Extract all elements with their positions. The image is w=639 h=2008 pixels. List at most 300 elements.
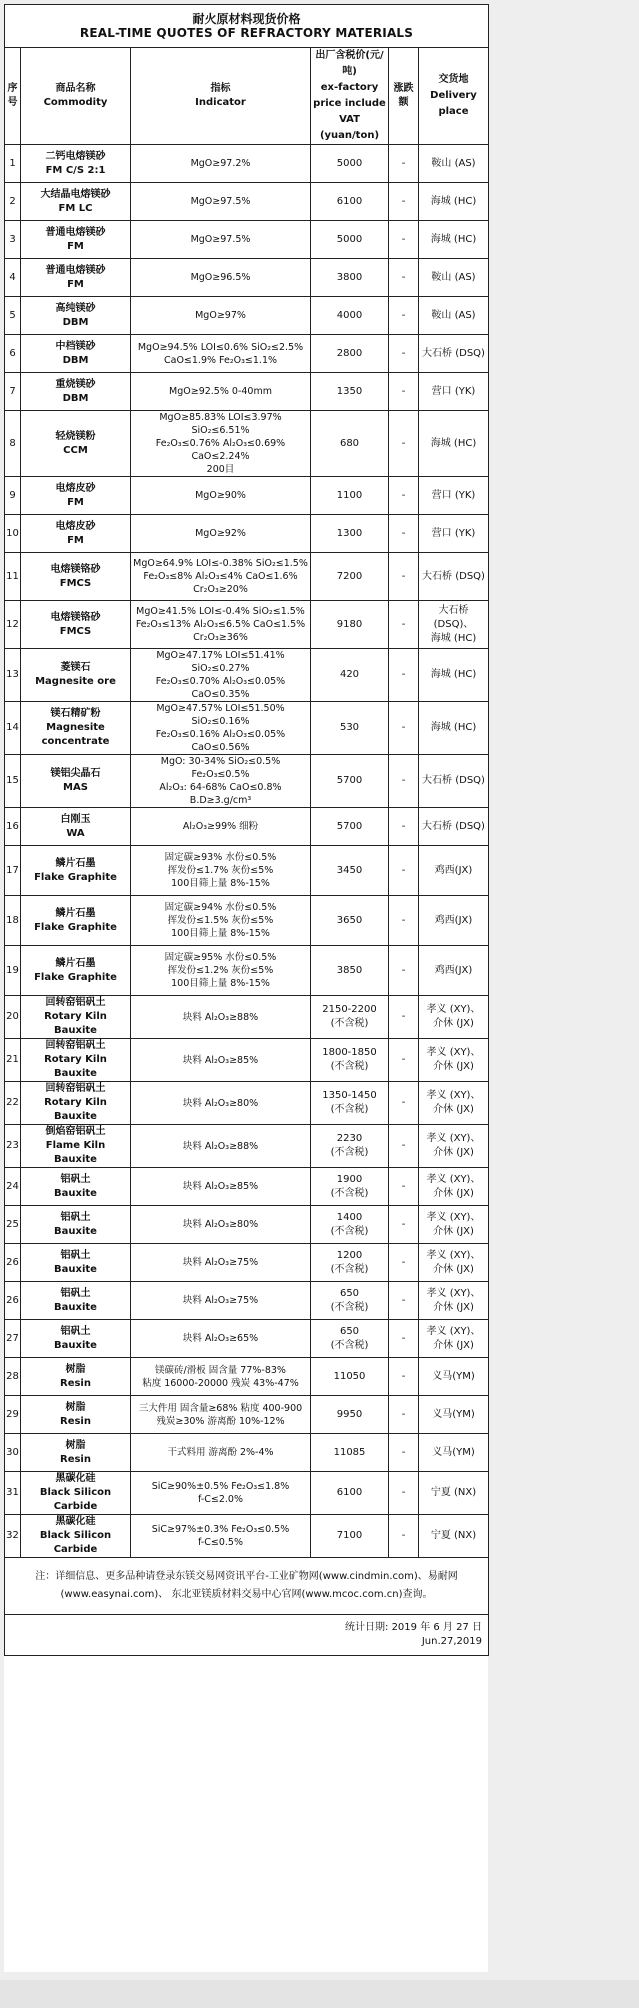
price-cell (311, 1282, 389, 1320)
row-number: 26 (5, 1282, 21, 1320)
delivery-line: 介休 (JX) (433, 1061, 474, 1072)
row-number: 11 (5, 553, 21, 601)
commodity-cn: 轻烧镁粉 (55, 430, 96, 442)
commodity-cell (21, 1125, 131, 1168)
commodity-cell (21, 1039, 131, 1082)
header-row (5, 48, 489, 145)
delivery-line: 鞍山 (AS) (431, 271, 476, 283)
commodity-cn: 倒焰窑铝矾土 (45, 1126, 106, 1137)
table-row (5, 1472, 489, 1515)
indicator-cell (131, 1039, 311, 1082)
commodity-cell (21, 553, 131, 601)
delivery-line: 海城 (HC) (430, 437, 477, 449)
price-cell (311, 755, 389, 808)
delivery-line: 鸡西(JX) (434, 964, 473, 976)
commodity-cell (21, 1434, 131, 1472)
indicator-line: MgO≥92.5% 0-40mm (169, 386, 272, 397)
delivery-line: 宁夏 (NX) (430, 1530, 477, 1541)
delivery-cell (419, 896, 489, 946)
indicator-line: 块料 Al₂O₃≥65% (182, 1333, 259, 1344)
price-line: 1800-1850 (322, 1047, 377, 1058)
note-cell (5, 1558, 489, 1615)
delivery-line: 营口 (YK) (431, 527, 476, 539)
commodity-cn: 普通电熔镁砂 (45, 226, 106, 238)
price-line: 4000 (336, 309, 363, 321)
commodity-cn: 鳞片石墨 (55, 957, 96, 969)
indicator-line: Cr₂O₃≥36% (193, 632, 248, 643)
delivery-line: 鸡西(JX) (434, 914, 473, 926)
header-delivery-cn: 交货地 (438, 74, 469, 85)
commodity-cn: 铝矾土 (60, 1211, 91, 1223)
row-number: 19 (5, 946, 21, 996)
indicator-line: Cr₂O₃≥20% (193, 584, 248, 595)
header-commodity-cn: 商品名称 (55, 83, 96, 94)
indicator-line: 块料 Al₂O₃≥88% (182, 1140, 259, 1152)
commodity-en: Flake Graphite (34, 921, 117, 933)
header-price-cn: 出厂含税价(元/吨) (315, 50, 384, 77)
price-cell (311, 411, 389, 477)
price-line: (不含税) (330, 1301, 369, 1313)
indicator-line: f-C≤2.0% (198, 1494, 243, 1505)
indicator-cell (131, 297, 311, 335)
change-cell: - (389, 515, 419, 553)
stat-date-cn: 统计日期: 2019 年 6 月 27 日 (345, 1622, 482, 1633)
indicator-cell (131, 221, 311, 259)
change-cell: - (389, 755, 419, 808)
indicator-cell (131, 145, 311, 183)
delivery-cell (419, 601, 489, 649)
commodity-en: Rotary Kiln Bauxite (44, 1054, 107, 1079)
change-cell: - (389, 649, 419, 702)
commodity-cell (21, 1472, 131, 1515)
price-cell (311, 846, 389, 896)
commodity-cell (21, 477, 131, 515)
delivery-line: 介休 (JX) (433, 1225, 474, 1237)
commodity-cell (21, 297, 131, 335)
price-line: 3800 (336, 271, 363, 283)
commodity-en: Flake Graphite (34, 871, 117, 883)
delivery-cell (419, 846, 489, 896)
price-cell (311, 649, 389, 702)
commodity-en: FM (67, 240, 84, 252)
header-price (311, 48, 389, 145)
price-line: 2230 (336, 1133, 363, 1144)
indicator-cell (131, 1515, 311, 1558)
indicator-cell (131, 183, 311, 221)
price-line: 650 (339, 1287, 360, 1299)
change-cell: - (389, 259, 419, 297)
commodity-cn: 电熔皮砂 (55, 520, 96, 532)
table-row (5, 373, 489, 411)
table-row (5, 808, 489, 846)
header-commodity-en: Commodity (43, 97, 108, 108)
delivery-line: 介休 (JX) (433, 1263, 474, 1275)
price-cell (311, 1434, 389, 1472)
table-row (5, 1206, 489, 1244)
indicator-line: 块料 Al₂O₃≥80% (182, 1097, 259, 1109)
delivery-line: 孝义 (XY)、 (426, 1287, 481, 1299)
commodity-cn: 普通电熔镁砂 (45, 264, 106, 276)
indicator-line: f-C≤0.5% (198, 1537, 243, 1548)
table-row (5, 1244, 489, 1282)
indicator-cell (131, 946, 311, 996)
delivery-line: 大石桥 (DSQ)、 (433, 604, 474, 630)
row-number: 29 (5, 1396, 21, 1434)
commodity-en: WA (66, 827, 85, 839)
row-number: 17 (5, 846, 21, 896)
indicator-line: MgO≥41.5% LOI≤-0.4% SiO₂≤1.5% (136, 606, 305, 617)
price-cell (311, 1082, 389, 1125)
price-cell (311, 601, 389, 649)
table-row (5, 1082, 489, 1125)
commodity-cn: 鳞片石墨 (55, 907, 96, 919)
commodity-cn: 二钙电熔镁砂 (45, 150, 106, 162)
price-cell (311, 1396, 389, 1434)
indicator-line: CaO≤1.9% Fe₂O₃≤1.1% (163, 354, 278, 366)
price-line: 7200 (336, 570, 363, 582)
price-line: 2150-2200 (322, 1004, 377, 1015)
delivery-line: 孝义 (XY)、 (426, 1047, 481, 1058)
indicator-line: 挥发份≤1.2% 灰份≤5% (167, 965, 274, 976)
commodity-cn: 高纯镁砂 (55, 302, 96, 314)
price-line: 11085 (333, 1446, 366, 1458)
price-line: 1100 (336, 489, 363, 501)
commodity-en: Black Silicon Carbide (39, 1487, 112, 1512)
price-sheet (4, 4, 488, 1972)
commodity-cell (21, 221, 131, 259)
change-cell: - (389, 1244, 419, 1282)
price-cell (311, 297, 389, 335)
commodity-cell (21, 649, 131, 702)
delivery-line: 义马(YM) (432, 1370, 475, 1382)
price-cell (311, 1125, 389, 1168)
row-number: 5 (5, 297, 21, 335)
commodity-cell (21, 601, 131, 649)
delivery-cell (419, 411, 489, 477)
delivery-line: 鞍山 (AS) (431, 157, 476, 169)
price-cell (311, 1358, 389, 1396)
commodity-en: DBM (62, 316, 89, 328)
indicator-line: MgO≥47.57% LOI≤51.50% SiO₂≤0.16% (156, 703, 285, 727)
indicator-line: SiC≥90%±0.5% Fe₂O₃≤1.8% (151, 1481, 290, 1492)
delivery-cell (419, 477, 489, 515)
delivery-cell (419, 649, 489, 702)
delivery-line: 营口 (YK) (431, 489, 476, 501)
header-price-en: ex-factory price include VAT (yuan/ton) (313, 82, 386, 141)
table-row (5, 183, 489, 221)
table-row (5, 1125, 489, 1168)
row-number: 32 (5, 1515, 21, 1558)
commodity-en: Bauxite (54, 1339, 97, 1351)
change-cell: - (389, 411, 419, 477)
indicator-cell (131, 1282, 311, 1320)
delivery-line: 营口 (YK) (431, 385, 476, 397)
delivery-cell (419, 1244, 489, 1282)
price-line: (不含税) (330, 1225, 369, 1237)
table-row (5, 297, 489, 335)
price-cell (311, 1206, 389, 1244)
delivery-line: 海城 (HC) (430, 233, 477, 245)
indicator-line: MgO≥64.9% LOI≤-0.38% SiO₂≤1.5% (133, 558, 308, 569)
delivery-line: 大石桥 (DSQ) (422, 775, 485, 786)
commodity-cn: 鳞片石墨 (55, 857, 96, 869)
commodity-en: DBM (62, 354, 89, 366)
commodity-cell (21, 1515, 131, 1558)
indicator-line: 挥发份≤1.7% 灰份≤5% (167, 865, 274, 876)
header-delivery-en: Delivery place (430, 90, 477, 117)
price-line: 650 (339, 1325, 360, 1337)
change-cell: - (389, 1125, 419, 1168)
row-number: 4 (5, 259, 21, 297)
commodity-cn: 铝矾土 (60, 1287, 91, 1299)
indicator-line: 镁碳砖/滑板 固含量 77%-83% (155, 1364, 286, 1376)
commodity-cn: 镁铝尖晶石 (50, 768, 101, 779)
delivery-cell (419, 1082, 489, 1125)
commodity-en: Bauxite (54, 1263, 97, 1275)
indicator-cell (131, 1125, 311, 1168)
commodity-cell (21, 896, 131, 946)
table-row (5, 1358, 489, 1396)
price-table (4, 4, 489, 1656)
indicator-line: Fe₂O₃≤0.70% Al₂O₃≤0.05% CaO≤0.35% (155, 676, 286, 700)
row-number: 9 (5, 477, 21, 515)
indicator-cell (131, 1434, 311, 1472)
indicator-line: 块料 Al₂O₃≥85% (182, 1181, 259, 1192)
price-line: 680 (339, 437, 360, 449)
indicator-cell (131, 477, 311, 515)
commodity-cell (21, 373, 131, 411)
commodity-cn: 镁石精矿粉 (50, 708, 101, 719)
change-cell: - (389, 946, 419, 996)
price-line: (不含税) (330, 1104, 369, 1115)
row-number: 24 (5, 1168, 21, 1206)
indicator-cell (131, 335, 311, 373)
delivery-line: 介休 (JX) (433, 1187, 474, 1199)
row-number: 7 (5, 373, 21, 411)
price-cell (311, 996, 389, 1039)
row-number: 28 (5, 1358, 21, 1396)
commodity-en: Bauxite (54, 1187, 97, 1199)
delivery-line: 孝义 (XY)、 (426, 1090, 481, 1101)
table-row (5, 1282, 489, 1320)
price-cell (311, 221, 389, 259)
price-cell (311, 145, 389, 183)
delivery-line: 义马(YM) (432, 1446, 475, 1458)
change-cell: - (389, 373, 419, 411)
delivery-cell (419, 1472, 489, 1515)
commodity-en: CCM (63, 444, 88, 456)
table-row (5, 515, 489, 553)
indicator-line: 块料 Al₂O₃≥80% (182, 1219, 259, 1230)
change-cell: - (389, 335, 419, 373)
commodity-cell (21, 755, 131, 808)
commodity-en: Rotary Kiln Bauxite (44, 1097, 107, 1122)
row-number: 1 (5, 145, 21, 183)
price-line: 1350-1450 (322, 1090, 377, 1101)
table-row (5, 946, 489, 996)
indicator-line: MgO: 30-34% SiO₂≤0.5% Fe₂O₃≤0.5% (160, 756, 281, 780)
commodity-cell (21, 1168, 131, 1206)
price-cell (311, 1039, 389, 1082)
delivery-line: 孝义 (XY)、 (426, 1173, 481, 1185)
commodity-en: FM (67, 534, 84, 546)
indicator-line: 块料 Al₂O₃≥75% (182, 1295, 259, 1306)
indicator-line: Fe₂O₃≤0.16% Al₂O₃≤0.05% CaO≤0.56% (155, 729, 286, 753)
price-line: 6100 (336, 1487, 363, 1498)
commodity-cell (21, 1358, 131, 1396)
row-number: 13 (5, 649, 21, 702)
stat-date-row (5, 1615, 489, 1656)
delivery-line: 大石桥 (DSQ) (422, 820, 485, 832)
commodity-cn: 铝矾土 (60, 1249, 91, 1261)
row-number: 8 (5, 411, 21, 477)
commodity-cn: 电熔镁铬砂 (50, 563, 101, 575)
change-cell: - (389, 183, 419, 221)
change-cell: - (389, 1168, 419, 1206)
price-line: (不含税) (330, 1339, 369, 1351)
commodity-cn: 树脂 (65, 1363, 86, 1375)
indicator-cell (131, 1206, 311, 1244)
commodity-cell (21, 335, 131, 373)
commodity-cell (21, 515, 131, 553)
commodity-en: DBM (62, 392, 89, 404)
table-row (5, 553, 489, 601)
delivery-cell (419, 1515, 489, 1558)
header-no: 序号 (5, 48, 21, 145)
header-indicator-en: Indicator (195, 97, 246, 108)
change-cell: - (389, 1515, 419, 1558)
note-row (5, 1558, 489, 1615)
row-number: 20 (5, 996, 21, 1039)
commodity-cell (21, 411, 131, 477)
delivery-cell (419, 1282, 489, 1320)
commodity-cn: 树脂 (65, 1401, 86, 1413)
commodity-cn: 回转窑铝矾土 (45, 1040, 106, 1051)
price-line: 1200 (336, 1249, 363, 1261)
change-cell: - (389, 808, 419, 846)
indicator-line: 固定碳≥93% 水份≤0.5% (164, 852, 277, 863)
change-cell: - (389, 1082, 419, 1125)
price-cell (311, 808, 389, 846)
price-line: 3650 (336, 914, 363, 926)
delivery-cell (419, 1396, 489, 1434)
indicator-cell (131, 755, 311, 808)
indicator-line: MgO≥94.5% LOI≤0.6% SiO₂≤2.5% (137, 341, 304, 353)
delivery-line: 介休 (JX) (433, 1104, 474, 1115)
indicator-line: 固定碳≥95% 水份≤0.5% (164, 952, 277, 963)
row-number: 31 (5, 1472, 21, 1515)
stat-date-cell (5, 1615, 489, 1656)
commodity-cn: 中档镁砂 (55, 340, 96, 352)
price-line: 1350 (336, 385, 363, 397)
delivery-line: 海城 (HC) (430, 722, 477, 733)
indicator-line: Fe₂O₃≤13% Al₂O₃≤6.5% CaO≤1.5% (135, 619, 306, 630)
title-en: REAL-TIME QUOTES OF REFRACTORY MATERIALS (79, 26, 414, 40)
indicator-cell (131, 515, 311, 553)
change-cell: - (389, 996, 419, 1039)
delivery-line: 介休 (JX) (433, 1018, 474, 1029)
change-cell: - (389, 297, 419, 335)
commodity-cn: 白刚玉 (60, 813, 91, 825)
change-cell: - (389, 221, 419, 259)
delivery-line: 孝义 (XY)、 (426, 1211, 481, 1223)
change-cell: - (389, 846, 419, 896)
commodity-cn: 菱镁石 (60, 662, 91, 673)
commodity-en: MAS (63, 782, 88, 793)
commodity-cn: 铝矾土 (60, 1173, 91, 1185)
delivery-line: 宁夏 (NX) (430, 1487, 477, 1498)
delivery-line: 介休 (JX) (433, 1147, 474, 1158)
indicator-line: MgO≥47.17% LOI≤51.41% SiO₂≤0.27% (156, 650, 285, 674)
price-line: 3850 (336, 964, 363, 976)
price-line: 1300 (336, 527, 363, 539)
commodity-cn: 回转窑铝矾土 (45, 997, 106, 1008)
indicator-line: 挥发份≤1.5% 灰份≤5% (167, 915, 274, 926)
commodity-cn: 铝矾土 (60, 1325, 91, 1337)
delivery-line: 海城 (HC) (430, 632, 477, 644)
commodity-en: FM (67, 278, 84, 290)
commodity-cell (21, 1082, 131, 1125)
commodity-cn: 大结晶电熔镁砂 (40, 188, 111, 200)
indicator-cell (131, 702, 311, 755)
price-line: 7100 (336, 1530, 363, 1541)
price-line: (不含税) (330, 1187, 369, 1199)
price-line: (不含税) (330, 1018, 369, 1029)
commodity-cn: 黑碳化硅 (55, 1473, 96, 1484)
indicator-line: Al₂O₃≥99% 细粉 (182, 821, 259, 832)
delivery-cell (419, 145, 489, 183)
commodity-en: Resin (60, 1453, 91, 1465)
delivery-cell (419, 808, 489, 846)
price-cell (311, 1244, 389, 1282)
row-number: 26 (5, 1244, 21, 1282)
row-number: 16 (5, 808, 21, 846)
commodity-cn: 电熔皮砂 (55, 482, 96, 494)
commodity-cell (21, 946, 131, 996)
commodity-en: Flake Graphite (34, 971, 117, 983)
commodity-en: Magnesite concentrate (41, 722, 110, 747)
delivery-line: 大石桥 (DSQ) (422, 570, 485, 582)
commodity-cell (21, 996, 131, 1039)
delivery-cell (419, 335, 489, 373)
indicator-line: 块料 Al₂O₃≥75% (182, 1257, 259, 1268)
table-row (5, 1168, 489, 1206)
indicator-line: SiC≥97%±0.3% Fe₂O₃≤0.5% (151, 1524, 290, 1535)
delivery-cell (419, 1168, 489, 1206)
indicator-line: Al₂O₃: 64-68% CaO≤0.8% B.D≥3.g/cm³ (159, 782, 282, 806)
commodity-cell (21, 702, 131, 755)
commodity-cell (21, 183, 131, 221)
indicator-line: 残炭≥30% 游离酚 10%-12% (156, 1415, 285, 1427)
indicator-cell (131, 1472, 311, 1515)
price-line: 1400 (336, 1211, 363, 1223)
header-commodity (21, 48, 131, 145)
price-line: 5700 (336, 820, 363, 832)
delivery-line: 介休 (JX) (433, 1339, 474, 1351)
delivery-cell (419, 183, 489, 221)
price-line: (不含税) (330, 1061, 369, 1072)
indicator-line: MgO≥92% (195, 528, 246, 539)
row-number: 27 (5, 1320, 21, 1358)
indicator-cell (131, 411, 311, 477)
commodity-cn: 树脂 (65, 1439, 86, 1451)
indicator-line: Fe₂O₃≤8% Al₂O₃≤4% CaO≤1.6% (143, 571, 298, 582)
indicator-cell (131, 1168, 311, 1206)
indicator-cell (131, 1244, 311, 1282)
indicator-line: MgO≥97.5% (190, 234, 251, 245)
row-number: 12 (5, 601, 21, 649)
indicator-cell (131, 601, 311, 649)
